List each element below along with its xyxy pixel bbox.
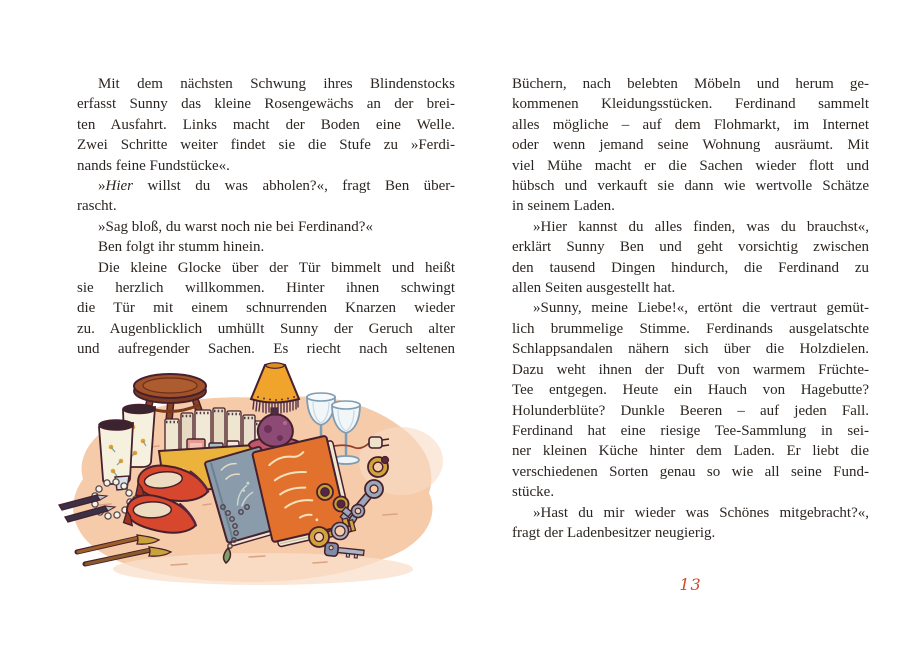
- text-line: »Hier kannst du alles finden, was du brauchst«,: [533, 218, 869, 235]
- text-line: »Sunny, meine Liebe!«, ertönt die vertraut gemüt-: [533, 300, 869, 317]
- text-line: viel Mühe macht er die Sachen wieder flott und: [512, 157, 869, 174]
- left-page-text: [77, 74, 455, 360]
- text-line: und aufregender Sachen. Es riecht nach seltenen: [77, 341, 455, 358]
- flea-market-illustration: [53, 357, 493, 607]
- text-line: alles mögliche – auf dem Flohmarkt, im Internet: [512, 116, 869, 133]
- text-line: Ben folgt ihr stumm hinein.: [98, 239, 265, 256]
- right-page-text: [512, 74, 869, 543]
- text-line: Büchern, nach belebten Möbeln und herum ge-: [512, 76, 869, 92]
- text-line: stücke.: [512, 484, 555, 501]
- text-line: hübsch und verkauft sie dann wie wertvolle Schätze: [512, 178, 869, 195]
- text-line: erfasst Sunny das kleine Rosengewächs an der brei-: [77, 96, 455, 113]
- text-line: Ferdinand hat eine riesige Tee-Sammlung in sei-: [512, 422, 869, 439]
- page-number: 13: [679, 575, 702, 594]
- text-line: nands feine Fundstücke«.: [77, 157, 230, 174]
- text-line: Dazu weht ihnen der Duft von warmem Früchte-: [512, 361, 869, 378]
- text-line: oder wenn jemand seine Wohnung ausräumt. Mit: [512, 137, 869, 154]
- text-line: »Hier willst du was abholen?«, fragt Ben über-: [98, 178, 455, 195]
- text-line: erklärt Sunny Ben und geht vorsichtig zwischen: [512, 239, 869, 256]
- text-line: zu. Augenblicklich umhüllt Sunny der Geruch alter: [77, 320, 455, 337]
- text-line: fragt der Ladenbesitzer neugierig.: [512, 524, 716, 541]
- text-line: rascht.: [77, 198, 117, 215]
- text-line: lich brummelige Stimme. Ferdinands ausgelatschte: [512, 320, 869, 337]
- text-line: Die kleine Glocke über der Tür bimmelt und heißt: [98, 259, 455, 276]
- text-line: Schlappsandalen nähern sich über die Holzdielen.: [512, 341, 869, 358]
- text-line: Mit dem nächsten Schwung ihres Blindenstocks: [98, 76, 455, 92]
- text-line: die Tür mit einem schnurrenden Knarzen wieder: [77, 300, 455, 317]
- text-line: Holunderblüte? Dunkle Beeren – auf jeden Fall.: [512, 402, 869, 419]
- lamp-illustration: [249, 363, 301, 453]
- text-line: ner kleinen Küche hinter dem Laden. Er liebt die: [512, 443, 869, 460]
- text-line: ten Ausfahrt. Links macht der Boden eine Welle.: [77, 116, 455, 133]
- text-line: in seinem Laden.: [512, 198, 615, 215]
- text-line: Zwei Schritte weiter findet sie die Stufe zu »Ferdi-: [77, 137, 455, 154]
- text-line: Tee entgegen. Heute ein Hauch von Hagebutte?: [512, 382, 869, 399]
- text-line: verschiedenen Sorten genau so wie all seine Fund-: [512, 463, 869, 480]
- text-line: allen Seiten ausgestellt hat.: [512, 280, 676, 297]
- ring-illustration: [368, 457, 389, 478]
- text-line: »Hast du mir wieder was Schönes mitgebracht?«,: [533, 504, 869, 521]
- text-line: den tausend Dingen hindurch, die Ferdinand zu: [512, 259, 869, 276]
- text-line: sie herzlich willkommen. Hinter ihnen schwingt: [77, 280, 455, 297]
- text-line: »Sag bloß, du warst noch nie bei Ferdinand?«: [98, 218, 373, 235]
- text-line: kommenen Kleidungsstücken. Ferdinand sammelt: [512, 96, 869, 113]
